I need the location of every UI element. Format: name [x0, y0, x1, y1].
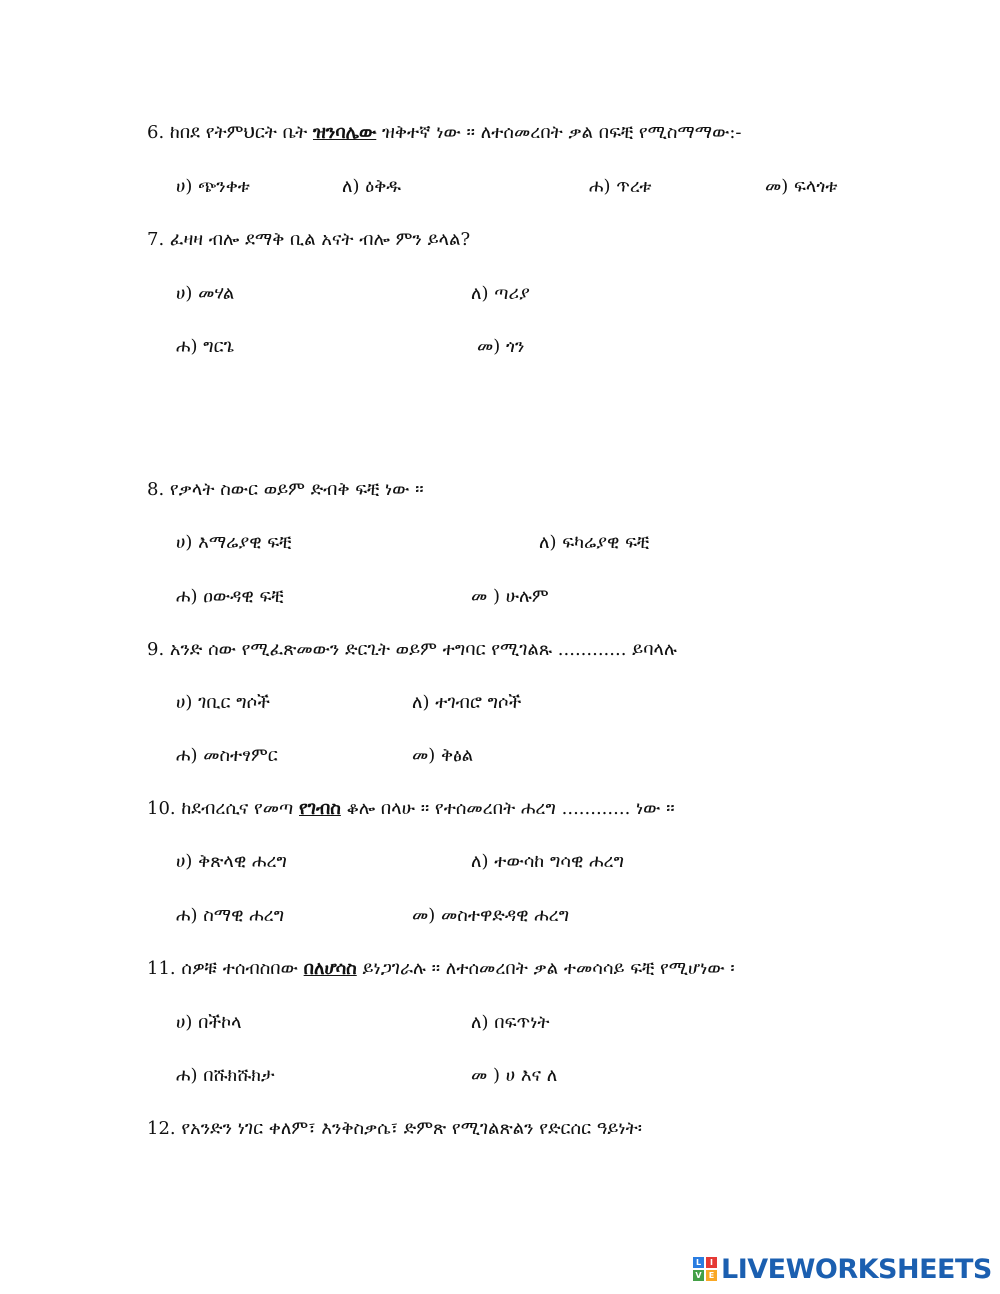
option-11b[interactable]: ለ) በፍጥነት	[471, 1012, 550, 1033]
option-8c[interactable]: ሐ) ዐውዳዊ ፍቺ	[176, 586, 284, 607]
option-11c[interactable]: ሐ) በሹክሹክታ	[176, 1065, 275, 1086]
question-text: ሰዎቹ ተሰብስበው	[181, 958, 304, 979]
option-7b[interactable]: ለ) ጣሪያ	[471, 283, 530, 304]
question-8	[147, 478, 424, 502]
option-8a[interactable]: ሀ) እማሬያዊ ፍቺ	[176, 532, 292, 553]
option-7a[interactable]: ሀ) መሃል	[176, 283, 235, 304]
option-11a[interactable]: ሀ) በችኮላ	[176, 1012, 242, 1033]
question-10	[147, 797, 675, 821]
option-9d[interactable]: መ) ቅፅል	[412, 745, 474, 766]
option-11d[interactable]: መ ) ሀ እና ለ	[471, 1065, 558, 1086]
option-10d[interactable]: መ) መስተዋድዳዊ ሐረግ	[412, 905, 570, 926]
question-number: 10.	[147, 798, 176, 819]
question-7	[147, 228, 470, 252]
question-number: 6.	[147, 122, 165, 143]
option-10a[interactable]: ሀ) ቅጽላዊ ሐረግ	[176, 851, 287, 872]
question-number: 12.	[147, 1118, 176, 1139]
option-6b[interactable]: ለ) ዕቅዱ	[342, 176, 401, 197]
liveworksheets-logo	[693, 1253, 992, 1285]
option-6d[interactable]: መ) ፍላጎቱ	[765, 176, 838, 197]
question-text: ፈዛዛ ብሎ ደማቅ ቢል አናት ብሎ ምን ይላል?	[169, 229, 471, 250]
question-text: የቃላት ስውር ወይም ድብቅ ፍቺ ነው ፡፡	[169, 479, 424, 500]
option-8d[interactable]: መ ) ሁሉም	[471, 586, 549, 607]
logo-text: LIVEWORKSHEETS	[721, 1253, 992, 1285]
option-10c[interactable]: ሐ) ስማዊ ሐረግ	[176, 905, 285, 926]
option-8b[interactable]: ለ) ፍካሬያዊ ፍቺ	[539, 532, 650, 553]
question-number: 9.	[147, 639, 165, 660]
option-7c[interactable]: ሐ) ግርጌ	[176, 336, 235, 357]
question-text: አንድ ሰው የሚፈጽመውን ድርጊት ወይም ተግባር የሚገልጹ ............ ይባላሉ	[169, 639, 677, 660]
logo-icon: L I V E	[693, 1257, 717, 1281]
question-12	[147, 1117, 642, 1141]
question-number: 11.	[147, 958, 176, 979]
underlined-word: ዝንባሌው	[312, 122, 377, 143]
option-6a[interactable]: ሀ) ጭንቀቱ	[176, 176, 250, 197]
question-11	[147, 957, 735, 981]
question-text: ከበደ የትምህርት ቤት	[169, 122, 313, 143]
underlined-word: በለሆሳስ	[303, 958, 357, 979]
question-text: ዝቅተኛ ነው ፡፡ ለተሰመረበት ቃል በፍቺ የሚስማማው:-	[376, 122, 742, 143]
option-9b[interactable]: ለ) ተገብሮ ግሶች	[412, 692, 522, 713]
option-7d[interactable]: መ) ጎን	[477, 336, 525, 357]
option-6c[interactable]: ሐ) ጥረቱ	[589, 176, 652, 197]
question-text: ቆሎ በላሁ ፡፡ የተሰመረበት ሐረግ ............ ነው ፡፡	[340, 798, 675, 819]
question-9	[147, 638, 677, 662]
question-text: ይነጋገራሉ ፡፡ ለተሰመረበት ቃል ተመሳሳይ ፍቺ የሚሆነው ፡	[356, 958, 735, 979]
question-text: የአንድን ነገር ቀለም፣ እንቅስቃሴ፣ ድምጽ የሚገልጽልን የድርሰር ዓይነት፡	[181, 1118, 642, 1139]
option-10b[interactable]: ለ) ተውሳከ ግሳዊ ሐረግ	[471, 851, 625, 872]
underlined-word: የገብስ	[299, 798, 341, 819]
question-6	[147, 121, 742, 145]
question-text: ከደብረሲና የመጣ	[181, 798, 299, 819]
option-9c[interactable]: ሐ) መስተፃምር	[176, 745, 278, 766]
option-9a[interactable]: ሀ) ገቢር ግሶች	[176, 692, 270, 713]
question-number: 8.	[147, 479, 165, 500]
question-number: 7.	[147, 229, 165, 250]
